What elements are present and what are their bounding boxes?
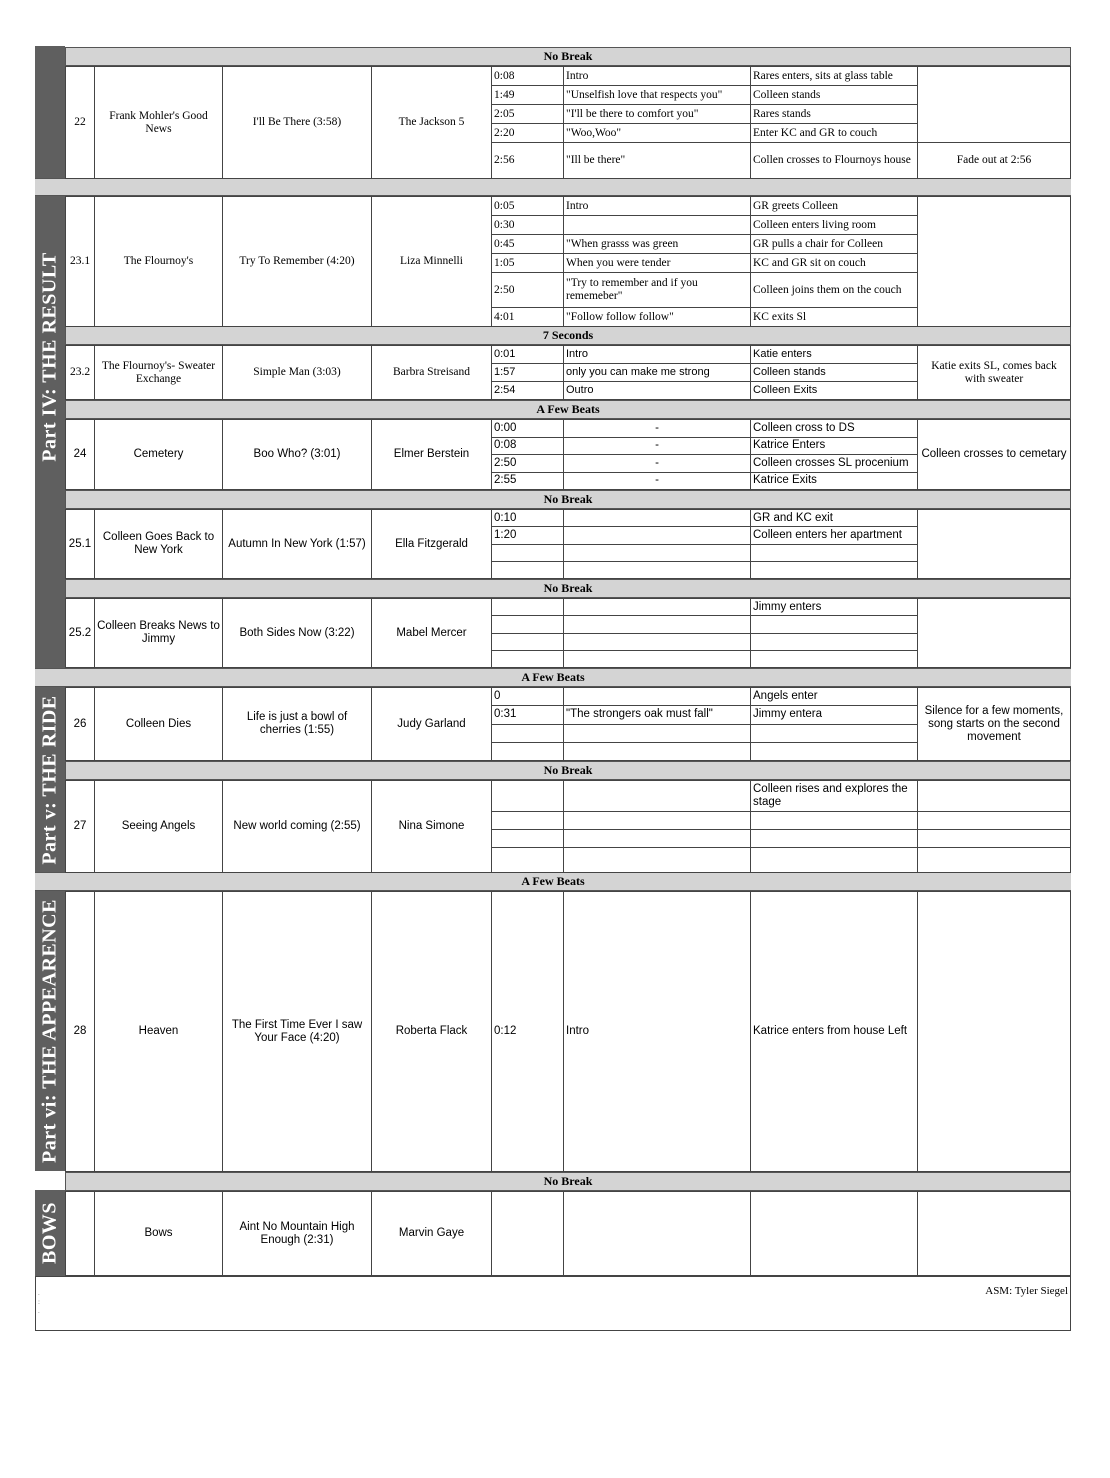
cue-note bbox=[918, 67, 1071, 143]
cue-time: 2:56 bbox=[492, 143, 564, 179]
cue-action bbox=[751, 742, 918, 760]
artist: Liza Minnelli bbox=[372, 197, 492, 327]
cue-action: Colleen Exits bbox=[751, 382, 918, 400]
cue-action: Jimmy enters bbox=[751, 599, 918, 616]
cue-time: 0:01 bbox=[492, 346, 564, 364]
artist: Marvin Gaye bbox=[372, 1192, 492, 1276]
cue-sheet bbox=[35, 46, 1071, 1331]
asm-credit: ASM: Tyler Siegel bbox=[985, 1285, 1068, 1297]
artist: Ella Fitzgerald bbox=[372, 510, 492, 579]
cue-note bbox=[918, 510, 1071, 579]
cue-lyric bbox=[564, 724, 751, 742]
cue-action: Katrice Enters bbox=[751, 437, 918, 455]
song-title: Simple Man (3:03) bbox=[223, 346, 372, 400]
cue-action bbox=[751, 633, 918, 650]
cue-time: 0:08 bbox=[492, 437, 564, 455]
cue-time: 2:50 bbox=[492, 455, 564, 473]
cue-action bbox=[751, 812, 918, 830]
cue-lyric: "Unselfish love that respects you" bbox=[564, 86, 751, 105]
cue-lyric bbox=[564, 812, 751, 830]
song-title: New world coming (2:55) bbox=[223, 781, 372, 873]
cue-lyric bbox=[564, 510, 751, 527]
scene-name: Colleen Breaks News to Jimmy bbox=[95, 599, 223, 668]
cue-time: 1:20 bbox=[492, 527, 564, 544]
cue-time: 2:20 bbox=[492, 124, 564, 143]
cue-note bbox=[918, 197, 1071, 327]
cue-lyric bbox=[564, 616, 751, 633]
cue-number bbox=[66, 1192, 95, 1276]
cue-time: 1:49 bbox=[492, 86, 564, 105]
cue-number: 25.1 bbox=[66, 510, 95, 579]
cue-table-27 bbox=[65, 780, 1071, 873]
cue-time bbox=[492, 812, 564, 830]
section-title-result: Part IV: THE RESULT bbox=[38, 252, 61, 462]
cue-lyric: - bbox=[564, 437, 751, 455]
cue-lyric bbox=[564, 216, 751, 235]
section-title-bows: BOWS bbox=[38, 1201, 61, 1265]
cue-time bbox=[492, 724, 564, 742]
cue-time: 2:05 bbox=[492, 105, 564, 124]
cue-time bbox=[492, 1192, 564, 1276]
cue-lyric bbox=[564, 561, 751, 578]
cue-note bbox=[918, 892, 1071, 1172]
cue-time bbox=[492, 616, 564, 633]
cue-action: GR pulls a chair for Colleen bbox=[751, 235, 918, 254]
cue-action bbox=[751, 561, 918, 578]
cue-number: 22 bbox=[66, 67, 95, 179]
song-title: I'll Be There (3:58) bbox=[223, 67, 372, 179]
cue-lyric: "Try to remember and if you rememeber" bbox=[564, 273, 751, 308]
cue-lyric: - bbox=[564, 420, 751, 438]
song-title: Autumn In New York (1:57) bbox=[223, 510, 372, 579]
artist: Roberta Flack bbox=[372, 892, 492, 1172]
cue-time: 0 bbox=[492, 688, 564, 706]
cue-action: Colleen joins them on the couch bbox=[751, 273, 918, 308]
scene-name: Colleen Goes Back to New York bbox=[95, 510, 223, 579]
cue-action: Colleen enters her apartment bbox=[751, 527, 918, 544]
cue-action: Colleen stands bbox=[751, 86, 918, 105]
cue-action: Colleen rises and explores the stage bbox=[751, 781, 918, 812]
cue-table-25-2 bbox=[65, 598, 1071, 668]
margin-marks: . : . bbox=[38, 1289, 40, 1315]
cue-table-23-1 bbox=[65, 196, 1071, 327]
cue-table-23-2 bbox=[65, 345, 1071, 400]
cue-lyric bbox=[564, 688, 751, 706]
cue-action: Rares stands bbox=[751, 105, 918, 124]
cue-time bbox=[492, 599, 564, 616]
cue-lyric: When you were tender bbox=[564, 254, 751, 273]
cue-lyric: "The strongers oak must fall" bbox=[564, 706, 751, 724]
cue-table-25-1 bbox=[65, 509, 1071, 579]
cue-note bbox=[918, 830, 1071, 848]
cue-table-bows bbox=[65, 1191, 1071, 1276]
scene-name: Frank Mohler's Good News bbox=[95, 67, 223, 179]
section-band-ride bbox=[35, 687, 65, 872]
break-row: A Few Beats bbox=[521, 874, 585, 888]
cue-table-26 bbox=[65, 687, 1071, 761]
cue-lyric: "Ill be there" bbox=[564, 143, 751, 179]
song-title: Boo Who? (3:01) bbox=[223, 420, 372, 490]
cue-lyric: - bbox=[564, 472, 751, 490]
cue-note bbox=[918, 781, 1071, 812]
cue-lyric bbox=[564, 544, 751, 561]
cue-lyric bbox=[564, 633, 751, 650]
cue-lyric bbox=[564, 599, 751, 616]
cue-note bbox=[918, 1192, 1071, 1276]
cue-action: Katrice enters from house Left bbox=[751, 892, 918, 1172]
break-row: A Few Beats bbox=[65, 400, 1071, 419]
cue-note: Fade out at 2:56 bbox=[918, 143, 1071, 179]
section-title-ride: Part v: THE RIDE bbox=[38, 694, 61, 865]
cue-time: 2:55 bbox=[492, 472, 564, 490]
cue-table-24 bbox=[65, 419, 1071, 490]
cue-lyric bbox=[564, 742, 751, 760]
section-band-bows bbox=[35, 1190, 65, 1276]
cue-lyric: - bbox=[564, 455, 751, 473]
cue-time: 0:30 bbox=[492, 216, 564, 235]
cue-action bbox=[751, 724, 918, 742]
section-band-appearence bbox=[35, 891, 65, 1171]
cue-time: 0:45 bbox=[492, 235, 564, 254]
cue-number: 26 bbox=[66, 688, 95, 761]
cue-time: 1:57 bbox=[492, 364, 564, 382]
cue-action: Katie enters bbox=[751, 346, 918, 364]
break-row: No Break bbox=[65, 1172, 1071, 1191]
scene-name: Heaven bbox=[95, 892, 223, 1172]
cue-time: 4:01 bbox=[492, 308, 564, 327]
scene-name: Bows bbox=[95, 1192, 223, 1276]
artist: Elmer Berstein bbox=[372, 420, 492, 490]
section-separator bbox=[35, 178, 1071, 196]
cue-action: Colleen crosses SL procenium bbox=[751, 455, 918, 473]
cue-table-22 bbox=[65, 66, 1071, 179]
break-row: No Break bbox=[65, 579, 1071, 598]
scene-name: The Flournoy's bbox=[95, 197, 223, 327]
cue-time bbox=[492, 561, 564, 578]
section-band-result bbox=[35, 46, 65, 668]
section-title-appearence: Part vi: THE APPEARENCE bbox=[38, 899, 61, 1163]
cue-time bbox=[492, 848, 564, 873]
cue-action bbox=[751, 1192, 918, 1276]
cue-time: 0:10 bbox=[492, 510, 564, 527]
cue-action: Colleen stands bbox=[751, 364, 918, 382]
artist: The Jackson 5 bbox=[372, 67, 492, 179]
scene-name: Seeing Angels bbox=[95, 781, 223, 873]
cue-time: 0:08 bbox=[492, 67, 564, 86]
cue-action bbox=[751, 544, 918, 561]
cue-lyric: "When grasss was green bbox=[564, 235, 751, 254]
cue-action: KC and GR sit on couch bbox=[751, 254, 918, 273]
song-title: Life is just a bowl of cherries (1:55) bbox=[223, 688, 372, 761]
cue-action: Katrice Exits bbox=[751, 472, 918, 490]
artist: Barbra Streisand bbox=[372, 346, 492, 400]
cue-action: Jimmy entera bbox=[751, 706, 918, 724]
break-row: 7 Seconds bbox=[65, 326, 1071, 345]
cue-lyric: "Follow follow follow" bbox=[564, 308, 751, 327]
break-row: No Break bbox=[65, 490, 1071, 509]
cue-note: Katie exits SL, comes back with sweater bbox=[918, 346, 1071, 400]
song-title: Try To Remember (4:20) bbox=[223, 197, 372, 327]
artist: Judy Garland bbox=[372, 688, 492, 761]
cue-lyric bbox=[564, 830, 751, 848]
cue-lyric: Intro bbox=[564, 346, 751, 364]
cue-number: 23.1 bbox=[66, 197, 95, 327]
cue-time bbox=[492, 781, 564, 812]
cue-action: Colleen cross to DS bbox=[751, 420, 918, 438]
cue-action bbox=[751, 830, 918, 848]
cue-lyric: Intro bbox=[564, 197, 751, 216]
cue-lyric: Intro bbox=[564, 67, 751, 86]
artist: Nina Simone bbox=[372, 781, 492, 873]
scene-name: Colleen Dies bbox=[95, 688, 223, 761]
cue-action bbox=[751, 650, 918, 667]
cue-action: GR greets Colleen bbox=[751, 197, 918, 216]
scene-name: Cemetery bbox=[95, 420, 223, 490]
cue-lyric bbox=[564, 848, 751, 873]
cue-lyric bbox=[564, 781, 751, 812]
cue-action: KC exits Sl bbox=[751, 308, 918, 327]
cue-action: Collen crosses to Flournoys house bbox=[751, 143, 918, 179]
cue-action: Rares enters, sits at glass table bbox=[751, 67, 918, 86]
cue-time: 1:05 bbox=[492, 254, 564, 273]
cue-lyric bbox=[564, 650, 751, 667]
song-title: Aint No Mountain High Enough (2:31) bbox=[223, 1192, 372, 1276]
cue-time: 2:50 bbox=[492, 273, 564, 308]
cue-time bbox=[492, 633, 564, 650]
cue-lyric bbox=[564, 1192, 751, 1276]
cue-note: Colleen crosses to cemetary bbox=[918, 420, 1071, 490]
cue-action bbox=[751, 616, 918, 633]
break-row: No Break bbox=[65, 47, 1071, 66]
cue-time bbox=[492, 650, 564, 667]
cue-lyric bbox=[564, 527, 751, 544]
cue-time: 2:54 bbox=[492, 382, 564, 400]
cue-time: 0:00 bbox=[492, 420, 564, 438]
cue-action: GR and KC exit bbox=[751, 510, 918, 527]
cue-note bbox=[918, 812, 1071, 830]
cue-time: 0:31 bbox=[492, 706, 564, 724]
cue-lyric: Intro bbox=[564, 892, 751, 1172]
cue-action: Colleen enters living room bbox=[751, 216, 918, 235]
cue-note bbox=[918, 599, 1071, 668]
cue-number: 25.2 bbox=[66, 599, 95, 668]
footer bbox=[35, 1276, 1071, 1331]
cue-time bbox=[492, 830, 564, 848]
cue-number: 28 bbox=[66, 892, 95, 1172]
cue-lyric: Outro bbox=[564, 382, 751, 400]
cue-note bbox=[918, 848, 1071, 873]
cue-time bbox=[492, 742, 564, 760]
artist: Mabel Mercer bbox=[372, 599, 492, 668]
cue-table-28 bbox=[65, 891, 1071, 1172]
cue-time: 0:05 bbox=[492, 197, 564, 216]
cue-number: 23.2 bbox=[66, 346, 95, 400]
cue-action: Angels enter bbox=[751, 688, 918, 706]
cue-note: Silence for a few moments, song starts on the second movement bbox=[918, 688, 1071, 761]
cue-time: 0:12 bbox=[492, 892, 564, 1172]
break-row: No Break bbox=[65, 761, 1071, 780]
scene-name: The Flournoy's- Sweater Exchange bbox=[95, 346, 223, 400]
cue-action bbox=[751, 848, 918, 873]
cue-number: 24 bbox=[66, 420, 95, 490]
cue-lyric: "Woo,Woo" bbox=[564, 124, 751, 143]
cue-lyric: only you can make me strong bbox=[564, 364, 751, 382]
song-title: Both Sides Now (3:22) bbox=[223, 599, 372, 668]
break-row: A Few Beats bbox=[521, 670, 585, 684]
cue-time bbox=[492, 544, 564, 561]
song-title: The First Time Ever I saw Your Face (4:20) bbox=[223, 892, 372, 1172]
cue-lyric: "I'll be there to comfort you" bbox=[564, 105, 751, 124]
cue-number: 27 bbox=[66, 781, 95, 873]
cue-action: Enter KC and GR to couch bbox=[751, 124, 918, 143]
